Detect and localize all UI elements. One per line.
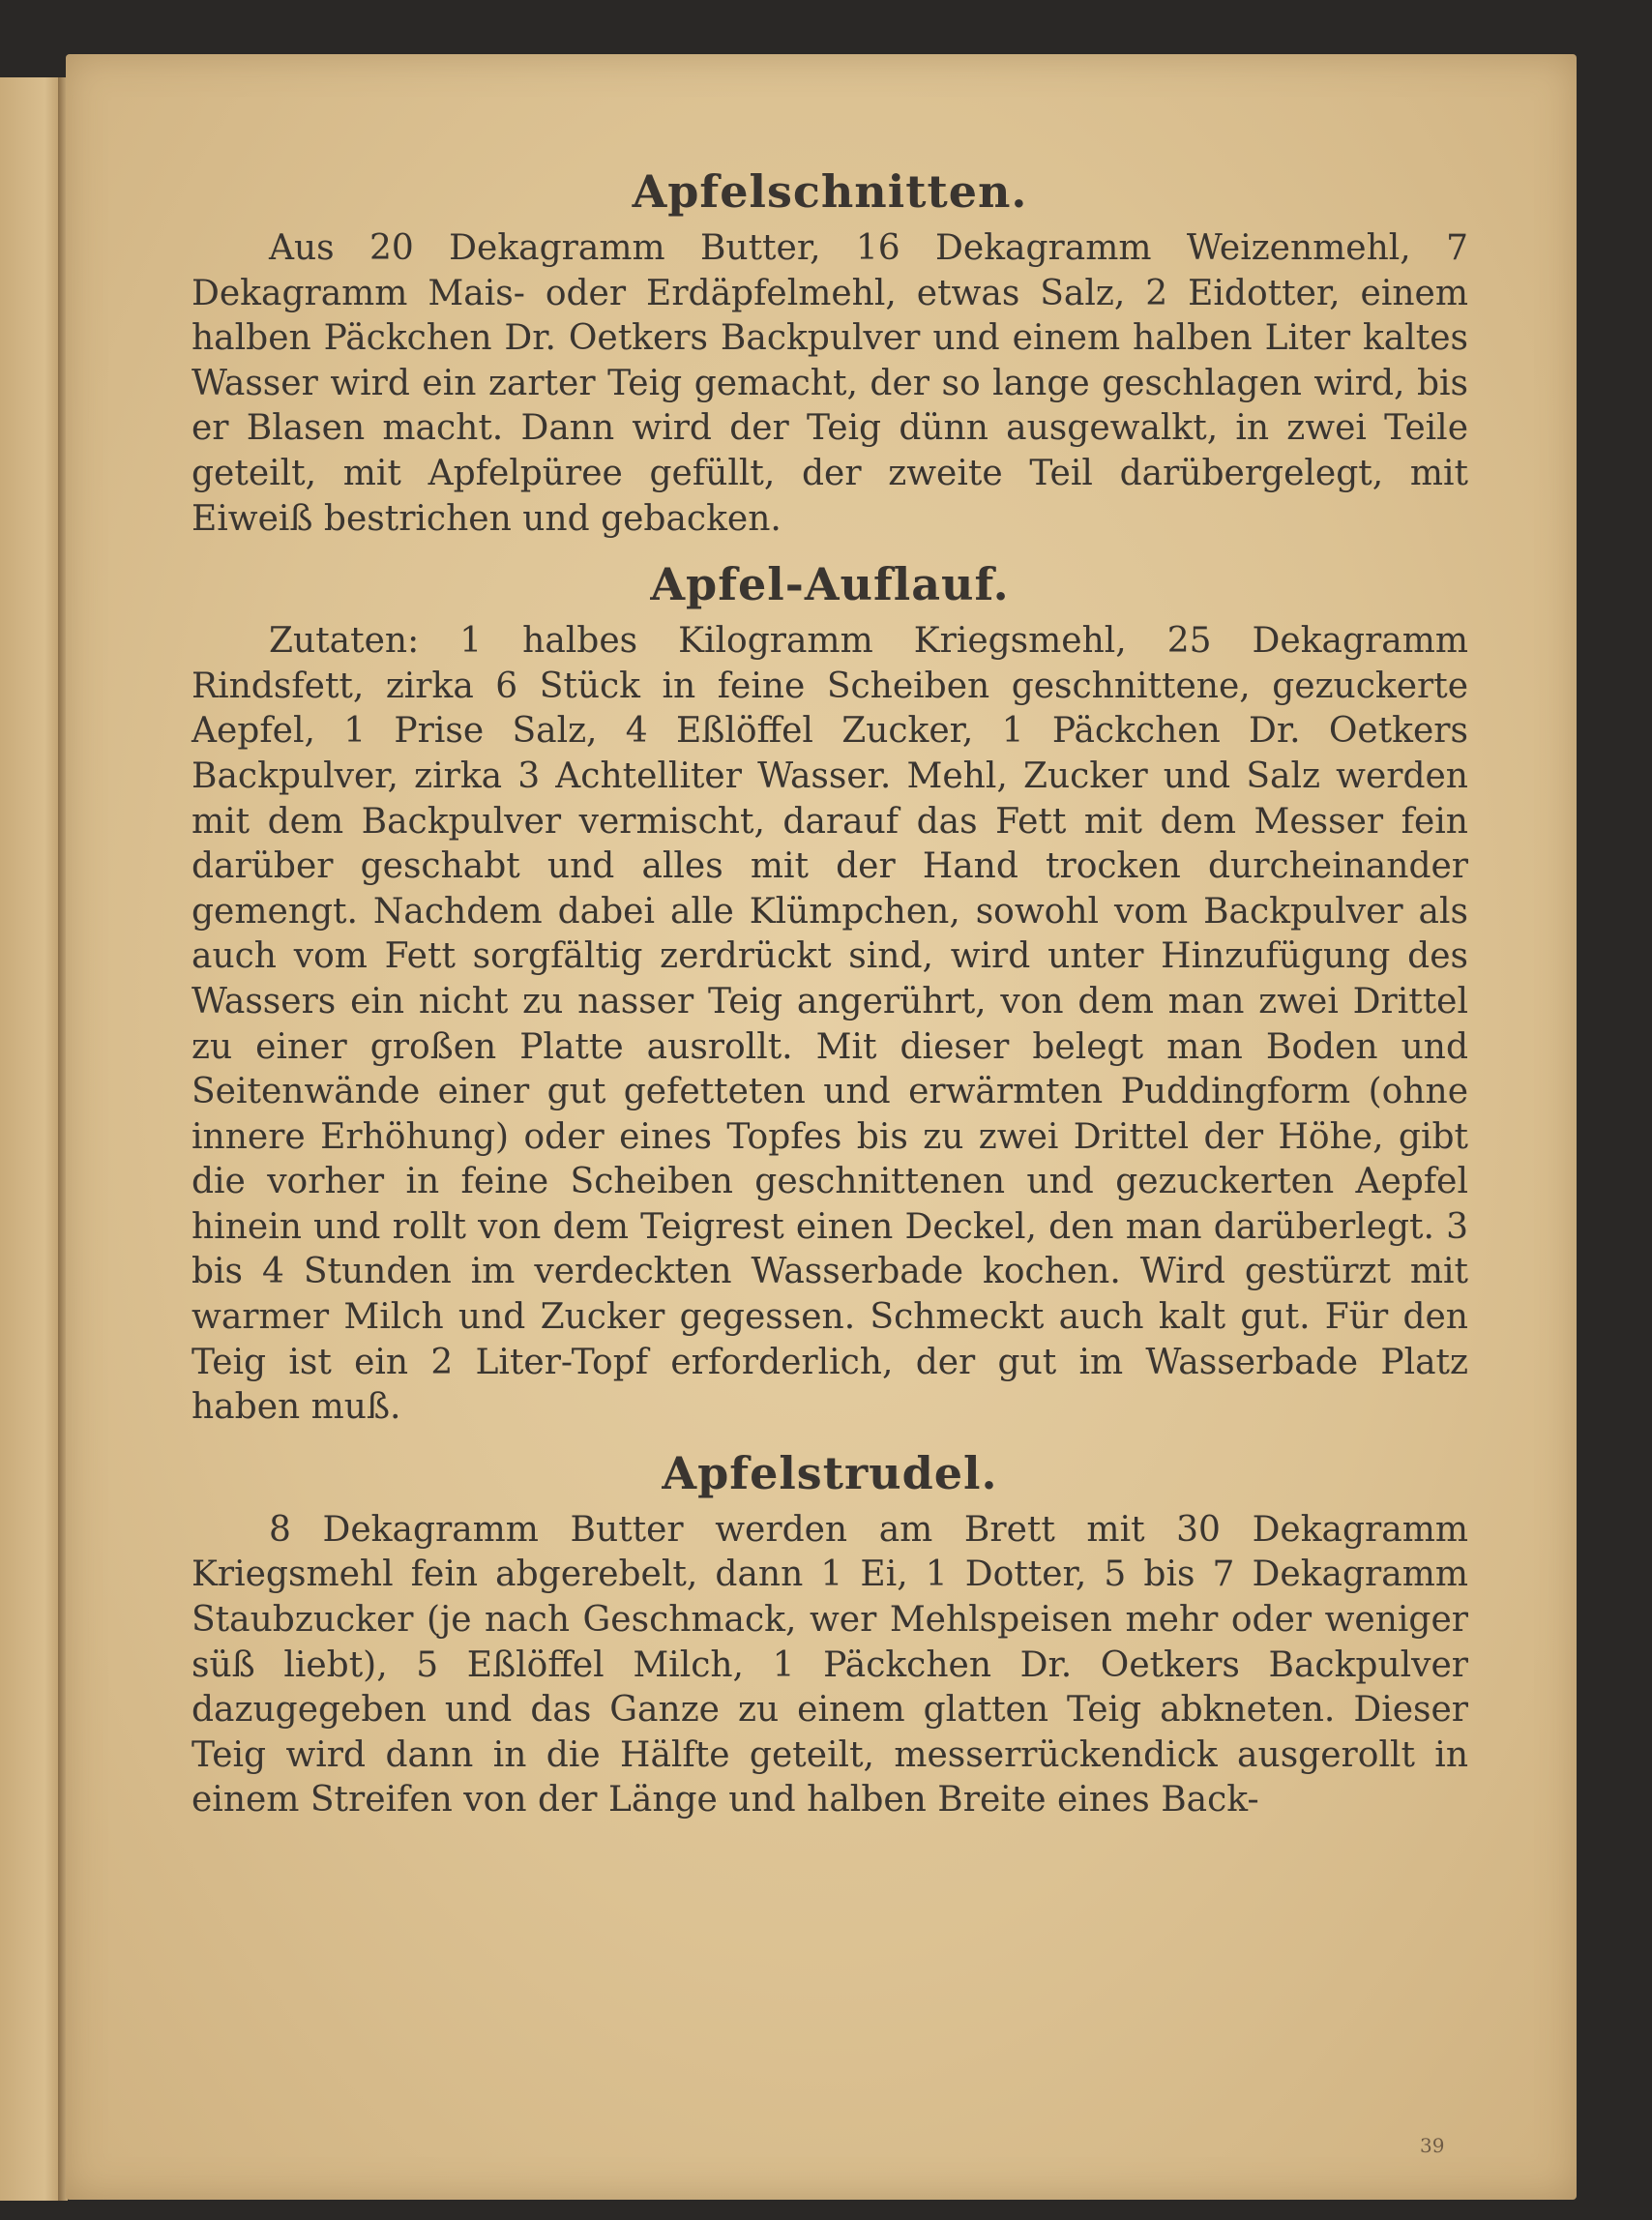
section-title: Apfel-Auflauf. (650, 558, 1010, 611)
page-content (192, 163, 1468, 1823)
section-title: Apfelschnitten. (632, 165, 1028, 218)
section-text: Zutaten: 1 halbes Kilogramm Kriegsmehl, 25 Dekagramm Rindsfett, zirka 6 Stück in feine Scheiben geschnittene, gezuckerte Aepfel, 1 Prise Salz, 4 Eßlöffel Zucker, 1 Päckchen Dr. Oetkers Backpulver, zirka 3 Achtelliter Wasser. Mehl, Zucker und Salz werden mit dem Backpulver vermischt, darauf das Fett mit dem Messer fein darüber geschabt und alles mit der Hand trocken durcheinander gemengt. Nachdem dabei alle Klümpchen, sowohl vom Backpulver als auch vom Fett sorgfältig zerdrückt sind, wird unter Hinzufügung des Wassers ein nicht zu nasser Teig angerührt, von dem man zwei Drittel zu einer großen Platte ausrollt. Mit dieser belegt man Boden und Seitenwände einer gut gefetteten und erwärmten Puddingform (ohne innere Erhöhung) oder eines Topfes bis zu zwei Drittel der Höhe, gibt die vorher in feine Scheiben geschnittenen und gezuckerten Aepfel hinein und rollt von dem Teigrest einen Deckel, den man darüberlegt. 3 bis 4 Stunden im verdeckten Wasserbade kochen. Wird gestürzt mit warmer Milch und Zucker gegessen. Schmeckt auch kalt gut. Für den Teig ist ein 2 Liter-Topf erforderlich, der gut im Wasserbade Platz haben muß. (192, 621, 1468, 1428)
left-page-edge (0, 77, 64, 2201)
book-page (66, 54, 1577, 2200)
page-number: 39 (1420, 2134, 1445, 2157)
section-text: Aus 20 Dekagramm Butter, 16 Dekagramm Weizenmehl, 7 Dekagramm Mais- oder Erdäpfelmehl, etwas Salz, 2 Eidotter, einem halben Päckchen Dr. Oetkers Backpulver und einem halben Liter kaltes Wasser wird ein zarter Teig gemacht, der so lange geschlagen wird, bis er Blasen macht. Dann wird der Teig dünn ausgewalkt, in zwei Teile geteilt, mit Apfelpüree gefüllt, der zweite Teil darübergelegt, mit Eiweiß bestrichen und gebacken. (192, 228, 1468, 539)
section-title: Apfelstrudel. (662, 1446, 998, 1499)
section-text: 8 Dekagramm Butter werden am Brett mit 30 Dekagramm Kriegsmehl fein abgerebelt, dann 1 Ei, 1 Dotter, 5 bis 7 Dekagramm Staubzucker (je nach Geschmack, wer Mehlspeisen mehr oder weniger süß liebt), 5 Eßlöffel Milch, 1 Päckchen Dr. Oetkers Backpulver dazugegeben und das Ganze zu einem glatten Teig abkneten. Dieser Teig wird dann in die Hälfte geteilt, messerrückendick ausgerollt in einem Streifen von der Länge und halben Breite eines Back- (192, 1509, 1468, 1820)
